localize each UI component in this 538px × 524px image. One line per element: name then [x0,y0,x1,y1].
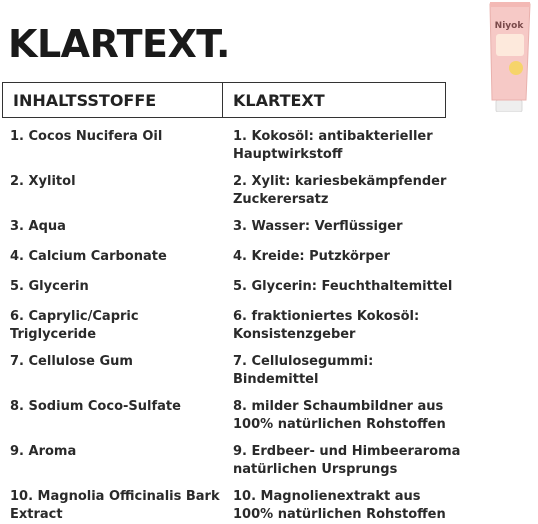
ingredient-cell: 9. Aroma [10,444,77,459]
ingredient-cell: 8. Sodium Coco-Sulfate [10,399,181,414]
ingredient-cell: 4. Calcium Carbonate [10,249,167,264]
explanation-cell: 3. Wasser: Verflüssiger [233,219,403,234]
ingredient-cell: 3. Aqua [10,219,66,234]
header-ingredients: INHALTSSTOFFE [3,83,223,117]
explanation-cell: 7. Cellulosegummi: Bindemittel [233,354,374,387]
table-header [2,82,446,118]
explanation-cell: 6. fraktioniertes Kokosöl: Konsistenzgeber [233,309,420,342]
header-explanation: KLARTEXT [233,90,325,110]
toothpaste-tube-icon [482,0,538,112]
explanation-cell: 5. Glycerin: Feuchthaltemittel [233,279,453,294]
explanation-cell: 8. milder Schaumbildner aus 100% natürlichen Rohstoffen [233,399,446,432]
ingredient-cell: 7. Cellulose Gum [10,354,133,369]
ingredient-cell: 10. Magnolia Officinalis Bark Extract [10,489,220,522]
explanation-cell: 1. Kokosöl: antibakterieller Hauptwirkstoff [233,129,433,162]
page-title: KLARTEXT. [8,22,230,66]
brand-label: Niyok [494,21,524,31]
explanation-cell: 2. Xylit: kariesbekämpfender Zuckerersatz [233,174,447,207]
ingredient-cell: 2. Xylitol [10,174,76,189]
explanation-cell: 4. Kreide: Putzkörper [233,249,390,264]
explanation-cell: 9. Erdbeer- und Himbeeraroma natürlichen Ursprungs [233,444,461,477]
ingredient-cell: 5. Glycerin [10,279,89,294]
ingredient-cell: 1. Cocos Nucifera Oil [10,129,163,144]
ingredient-cell: 6. Caprylic/Capric Triglyceride [10,309,139,342]
explanation-cell: 10. Magnolienextrakt aus 100% natürlichen Rohstoffen [233,489,446,522]
